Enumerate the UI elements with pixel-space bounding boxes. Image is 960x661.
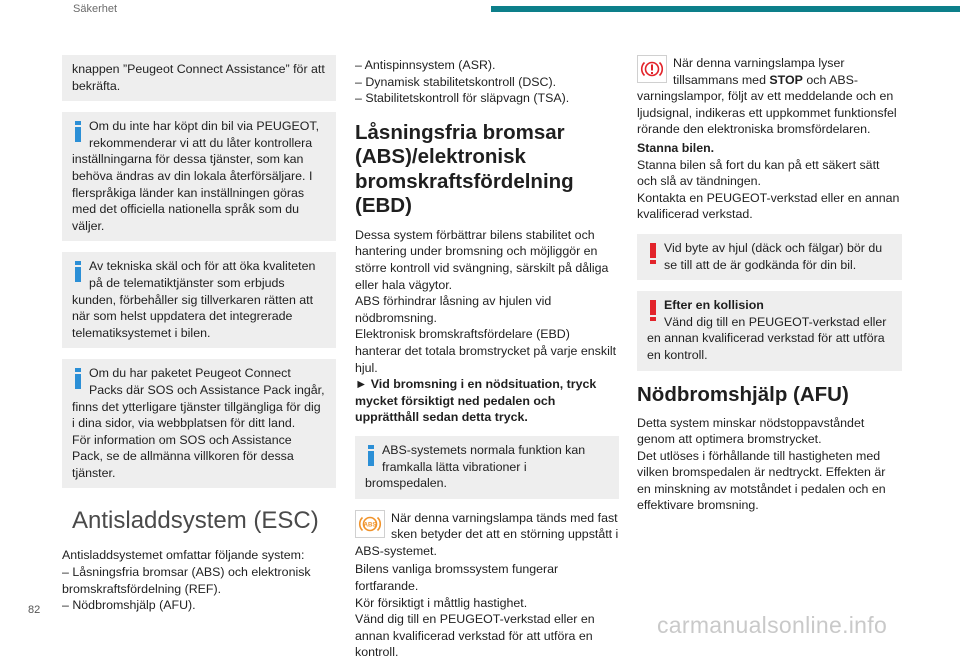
abs-lamp-block xyxy=(355,510,619,560)
warning-text: Vid byte av hjul (däck och fälgar) bör du se till att de är godkända för din bil. xyxy=(664,240,883,272)
arrow-icon: ► xyxy=(355,377,368,392)
info-text: ABS-systemets normala funktion kan framkalla lätta vibrationer i bromspedalen. xyxy=(365,442,586,491)
abs-warning-lamp-icon xyxy=(355,510,385,538)
heading-afu: Nödbromshjälp (AFU) xyxy=(637,382,849,406)
abs-instruction xyxy=(355,376,619,426)
info-box-abs xyxy=(355,436,619,499)
instruction-text: Vid bromsning i en nödsituation, tryck mycket försiktigt ned pedalen och upprätthåll sedan detta tryck. xyxy=(355,377,597,425)
stanna-label: Stanna bilen. xyxy=(637,140,715,155)
esc-list-item: – Antispinnsystem (ASR). xyxy=(355,58,496,72)
heading-esc: Antisladdsystem (ESC) xyxy=(72,507,319,535)
afu-paragraph: Detta system minskar nödstoppavståndet genom att optimera bromstrycket. xyxy=(637,415,865,447)
info-text: Om du har paketet Peugeot Connect Packs där SOS och Assistance Pack ingår, finns det ytterligare tjänster tillgängliga för dig i dina sidor, via webbplatsen för ditt land. xyxy=(72,366,325,431)
esc-intro: Antisladdsystemet omfattar följande system: xyxy=(62,548,305,563)
esc-list-item: – Dynamisk stabilitetskontroll (DSC). xyxy=(355,74,557,89)
info-icon xyxy=(75,368,81,389)
ebd-lamp-block xyxy=(637,55,902,138)
warning-icon xyxy=(650,243,656,264)
watermark: carmanualsonline.info xyxy=(657,612,888,638)
note-box-continued xyxy=(62,55,336,101)
page-number: 82 xyxy=(28,604,41,616)
warning-text: Vänd dig till en PEUGEOT-verkstad eller en annan kvalificerad verkstad för att utföra en kontroll. xyxy=(647,314,887,362)
ebd-paragraph: Kontakta en PEUGEOT-verkstad eller en annan kvalificerad verkstad. xyxy=(637,190,900,222)
esc-list-item: – Nödbromshjälp (AFU). xyxy=(62,598,196,613)
warning-title: Efter en kollision xyxy=(664,298,764,313)
warning-icon xyxy=(650,300,656,321)
abs-paragraph: ABS förhindrar låsning av hjulen vid nödbromsning. xyxy=(355,294,552,325)
stop-label: STOP xyxy=(769,72,803,87)
info-box-updates xyxy=(62,252,336,348)
warning-box-wheels xyxy=(637,234,902,280)
svg-text:ABS: ABS xyxy=(363,522,377,529)
info-icon xyxy=(75,121,81,142)
abs-paragraph: Elektronisk bromskraftsfördelare (EBD) hanterar det totala bromstrycket på varje enskilt hjul. xyxy=(355,327,617,375)
lamp-text: När denna varningslampa tänds med fast sken betyder det att en störning uppstått i ABS-systemet. xyxy=(355,510,619,558)
lamp-text xyxy=(637,55,902,138)
esc-list-item: – Låsningsfria bromsar (ABS) och elektronisk bromskraftsfördelning (REF). xyxy=(62,565,311,596)
column-3 xyxy=(637,55,902,514)
info-text: För information om SOS och Assistance Pack, se de allmänna villkoren för dessa tjänster. xyxy=(72,432,294,480)
lamp-paragraph: Vänd dig till en PEUGEOT-verkstad eller en annan kvalificerad verkstad för att utföra en kontroll. xyxy=(355,612,595,660)
note-text: knappen ”Peugeot Connect Assistance” för att bekräfta. xyxy=(72,62,325,93)
heading-abs: Låsningsfria bromsar (ABS)/elektronisk bromskraftsfördelning (EBD) xyxy=(355,120,574,218)
ebd-paragraph: Stanna bilen så fort du kan på ett säkert sätt och slå av tändningen. xyxy=(637,157,880,189)
esc-list-item: – Stabilitetskontroll för släpvagn (TSA). xyxy=(355,91,570,106)
lamp-paragraph: Bilens vanliga bromssystem fungerar fortfarande. xyxy=(355,562,559,594)
brake-warning-lamp-icon xyxy=(637,55,667,83)
afu-paragraph: Det utlöses i förhållande till hastigheten med vilken bromspedalen är nedtryckt. Effekten är en minskning av motståndet i pedalen och en effektivare bromsning. xyxy=(637,448,886,513)
info-icon xyxy=(368,445,374,466)
header-accent-bar xyxy=(491,6,960,12)
lamp-text-a: När denna varningslampa lyser tillsammans med xyxy=(673,56,845,87)
info-text: Om du inte har köpt din bil via PEUGEOT, rekommenderar vi att du låter kontrollera inställningarna för dessa tjänster, som kan behöva ändras av din lokala återförsäljare. I flerspråkiga länder kan inställningen göras med det officiella nationella språk som du väljer. xyxy=(72,119,320,233)
warning-box-collision xyxy=(637,291,902,370)
abs-paragraph: Dessa system förbättrar bilens stabilitet och hantering under bromsning och möjliggör en större kontroll vid svängning, särskilt på dåliga eller hala vägytor. xyxy=(355,227,609,292)
lamp-paragraph: Kör försiktigt i måttlig hastighet. xyxy=(355,595,528,610)
column-1 xyxy=(62,55,336,614)
section-label: Säkerhet xyxy=(73,3,118,15)
lamp-text-b: och ABS-varningslampor, följt av ett meddelande och en ljudsignal, indikeras ett uppkommet funktionsfel rörande den elektroniska bromsfördelaren. xyxy=(637,72,897,137)
column-2 xyxy=(355,55,619,661)
info-box-connect-packs xyxy=(62,359,336,488)
info-icon xyxy=(75,261,81,282)
info-text: Av tekniska skäl och för att öka kvaliteten på de telematiktjänster som erbjuds kunden, förbehåller sig tillverkaren rätten att när som helst uppdatera det integrerade telematiksystemet i bilen. xyxy=(72,259,316,340)
info-box-settings xyxy=(62,112,336,241)
